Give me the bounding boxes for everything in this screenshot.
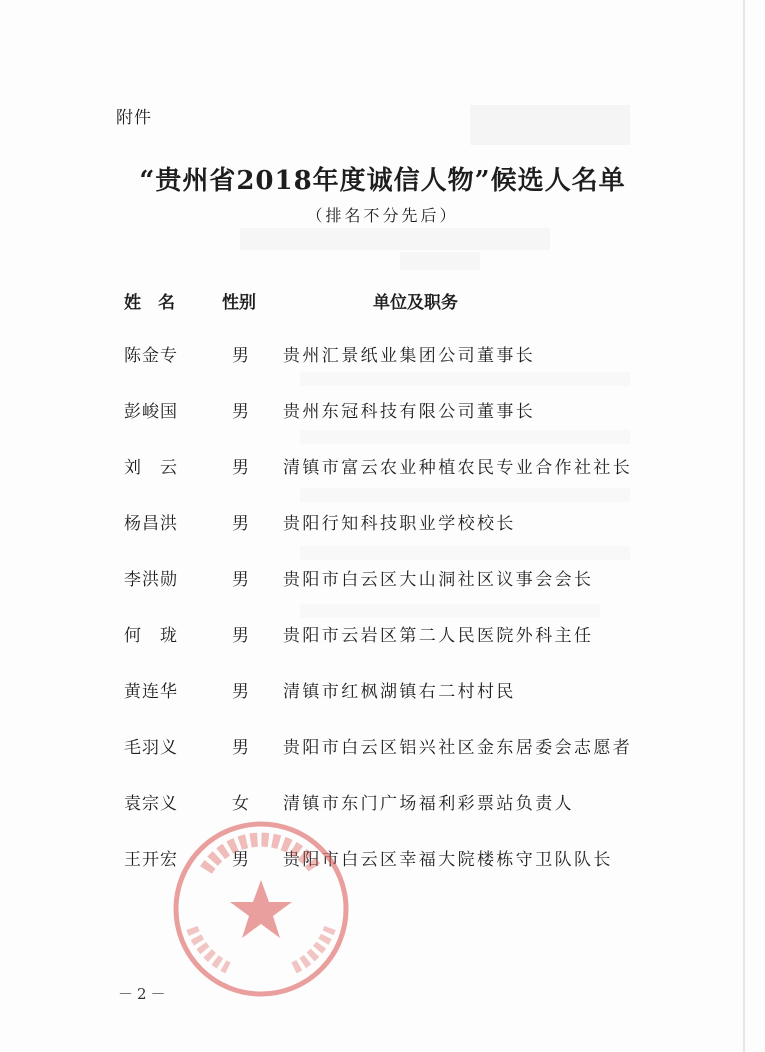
candidate-gender: 男 [232,682,249,702]
table-row [0,443,765,499]
candidate-name: 彭峻国 [124,402,178,422]
header-name: 姓 名 [124,293,175,313]
candidate-unit: 清镇市富云农业种植农民专业合作社社长 [283,458,633,478]
candidate-unit: 贵州汇景纸业集团公司董事长 [283,346,536,366]
table-row [0,723,765,779]
header-unit: 单位及职务 [373,293,458,313]
table-row [0,555,765,611]
candidate-gender: 男 [232,626,249,646]
table-row [0,331,765,387]
document-subtitle: （排名不分先后） [306,206,459,225]
candidate-gender: 男 [232,514,249,534]
candidate-gender: 男 [232,570,249,590]
candidate-name: 何 珑 [124,626,178,646]
table-row [0,611,765,667]
table-row [0,667,765,723]
page-number: －2－ [118,985,170,1003]
candidate-gender: 男 [232,458,249,478]
header-gender: 性别 [222,293,256,313]
table-header [0,288,765,314]
table-row [0,835,765,891]
candidate-unit: 贵阳市白云区铝兴社区金东居委会志愿者 [283,738,633,758]
table-row [0,499,765,555]
candidate-name: 陈金专 [124,346,178,366]
candidate-name: 毛羽义 [124,738,178,758]
candidate-unit: 贵州东冠科技有限公司董事长 [283,402,536,422]
candidate-name: 袁宗义 [124,794,178,814]
candidate-unit: 贵阳行知科技职业学校校长 [283,514,516,534]
table-row [0,387,765,443]
candidate-list [0,331,765,891]
candidate-unit: 贵阳市白云区幸福大院楼栋守卫队队长 [283,850,613,870]
candidate-name: 黄连华 [124,682,178,702]
document-title: “贵州省2018年度诚信人物”候选人名单 [139,166,626,196]
official-seal-icon [170,818,352,1000]
candidate-gender: 男 [232,850,249,870]
candidate-name: 李洪勋 [124,570,178,590]
candidate-name: 王开宏 [124,850,178,870]
candidate-gender: 男 [232,402,249,422]
candidate-name: 杨昌洪 [124,514,178,534]
candidate-unit: 贵阳市白云区大山洞社区议事会会长 [283,570,594,590]
attachment-label: 附件 [116,108,152,128]
candidate-unit: 贵阳市云岩区第二人民医院外科主任 [283,626,594,646]
candidate-gender: 女 [232,794,249,814]
candidate-unit: 清镇市红枫湖镇右二村村民 [283,682,516,702]
candidate-gender: 男 [232,346,249,366]
candidate-name: 刘 云 [124,458,178,478]
candidate-unit: 清镇市东门广场福利彩票站负责人 [283,794,574,814]
table-row [0,779,765,835]
candidate-gender: 男 [232,738,249,758]
